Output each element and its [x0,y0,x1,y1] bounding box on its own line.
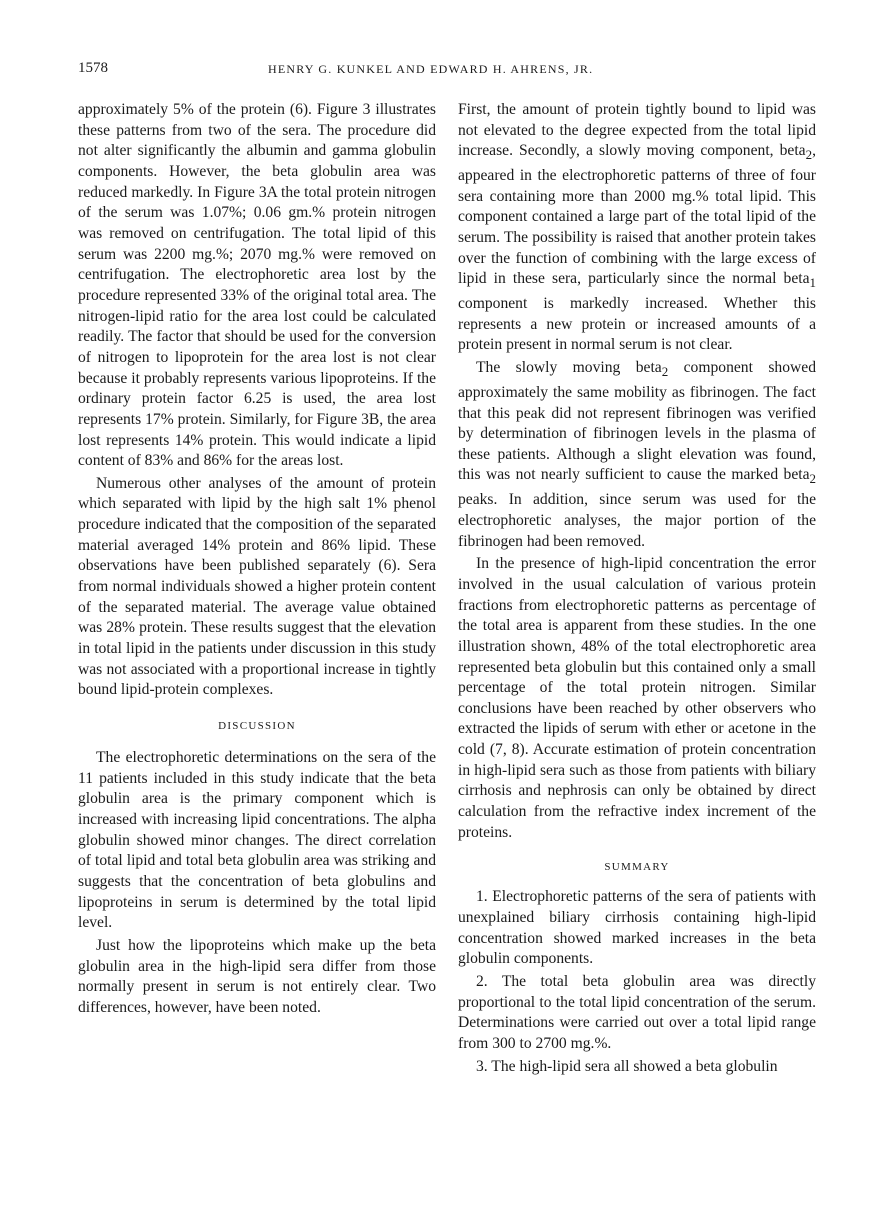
summary-item: 2. The total beta globulin area was directly proportional to the total lipid concentration of the serum. Determinations were carried out over a total lipid range from 300 to 2700 mg.%. [458,973,816,1052]
subscript: 1 [809,275,816,291]
section-heading-summary: SUMMARY [604,861,670,874]
body-paragraph: approximately 5% of the protein (6). Figure 3 illustrates these patterns from two of the sera. The procedure did not alter significantly the albumin and gamma globulin components. However, the beta globulin area was reduced markedly. In Figure 3A the total protein nitrogen of the serum was 1.07%; 0.06 gm.% protein nitrogen was removed on centrifugation. The total lipid of this serum was 2200 mg.%; 2070 mg.% were removed on centrifugation. The electrophoretic area lost by the procedure represented 33% of the original total area. The nitrogen-lipid ratio for the area lost could be calculated readily. The factor that should be used for the conversion of nitrogen to lipoprotein for the area lost is not clear because it probably represents various lipoproteins. If the ordinary protein factor 6.25 is used, the area lost represents 17% protein. Similarly, for Figure 3B, the area lost represents 14% protein. This would indicate a lipid content of 83% and 86% for the areas lost. [78,101,436,470]
running-head: HENRY G. KUNKEL AND EDWARD H. AHRENS, JR. [268,62,594,76]
body-paragraph: The electrophoretic determinations on the sera of the 11 patients included in this study indicate that the beta globulin area is the primary component which is increased with increasing lipid concentrations. The alpha globulin showed minor changes. The direct correlation of total lipid and total beta globulin area was striking and suggests that the concentration of beta globulins and lipoproteins in serum is determined by the total lipid level. [78,749,436,932]
summary-item: 1. Electrophoretic patterns of the sera of patients with unexplained biliary cirrhosis containing high-lipid concentration showed marked increases in the beta globulin components. [458,888,816,968]
left-column [78,100,436,1019]
page-number: 1578 [78,60,108,76]
body-paragraph: Numerous other analyses of the amount of protein which separated with lipid by the high salt 1% phenol procedure indicated that the composition of the separated material averaged 14% protein and 86% lipid. These observations have been published separately (6). Sera from normal individuals showed a higher protein content of the separated material. The average value obtained was 28% protein. These results suggest that the elevation in total lipid in the patients under discussion in this study was not associated with a proportional increase in tightly bound lipid-protein complexes. [78,474,436,699]
body-paragraph: Just how the lipoproteins which make up the beta globulin area in the high-lipid sera differ from those normally present in serum is not entirely clear. Two differences, however, have been noted. [78,936,436,1016]
summary-item: 3. The high-lipid sera all showed a beta globulin [476,1057,778,1075]
subscript: 2 [805,147,813,163]
body-paragraph: In the presence of high-lipid concentration the error involved in the usual calculation of various protein fractions from electrophoretic patterns as percentage of the total area is apparent from these studies. In the one illustration shown, 48% of the total electrophoretic area represented beta globulin but this contained only a small percentage of the total protein nitrogen. Similar conclusions have been reached by other observers who extracted the lipids of serum with ether or acetone in the cold (7, 8). Accurate estimation of protein concentration in high-lipid sera such as those from patients with biliary cirrhosis and nephrosis can only be obtained by direct calculation from the refractive index increment of the proteins. [458,555,816,841]
body-paragraph: First, the amount of protein tightly bound to lipid was not elevated to the degree expected from the total lipid increase. Secondly, a slowly moving component, beta$_2$, appeared in the electrophoretic patterns of three of four sera containing more than 2000 mg.% total lipid. This component contained a large part of the total lipid of the serum. The possibility is raised that another protein takes over the function of combining with the large excess of lipid in these sera, particularly since the normal beta$_1$ component is markedly increased. Whether this represents a new protein or increased amounts of a protein present in normal serum is not clear. [458,101,816,354]
subscript: 2 [809,471,816,487]
body-paragraph: The slowly moving beta$_2$ component showed approximately the same mobility as fibrinogen. The fact that this peak did not represent fibrinogen was verified by determination of fibrinogen levels in the plasma of these patients. Although a slight elevation was found, this was not nearly sufficient to cause the marked beta$_2$ peaks. In addition, since serum was used for the electrophoretic analyses, the major portion of the fibrinogen had been removed. [458,359,816,550]
page-header [78,60,818,86]
right-column [458,100,816,1077]
section-heading-discussion: DISCUSSION [218,720,296,733]
subscript: 2 [661,364,669,380]
